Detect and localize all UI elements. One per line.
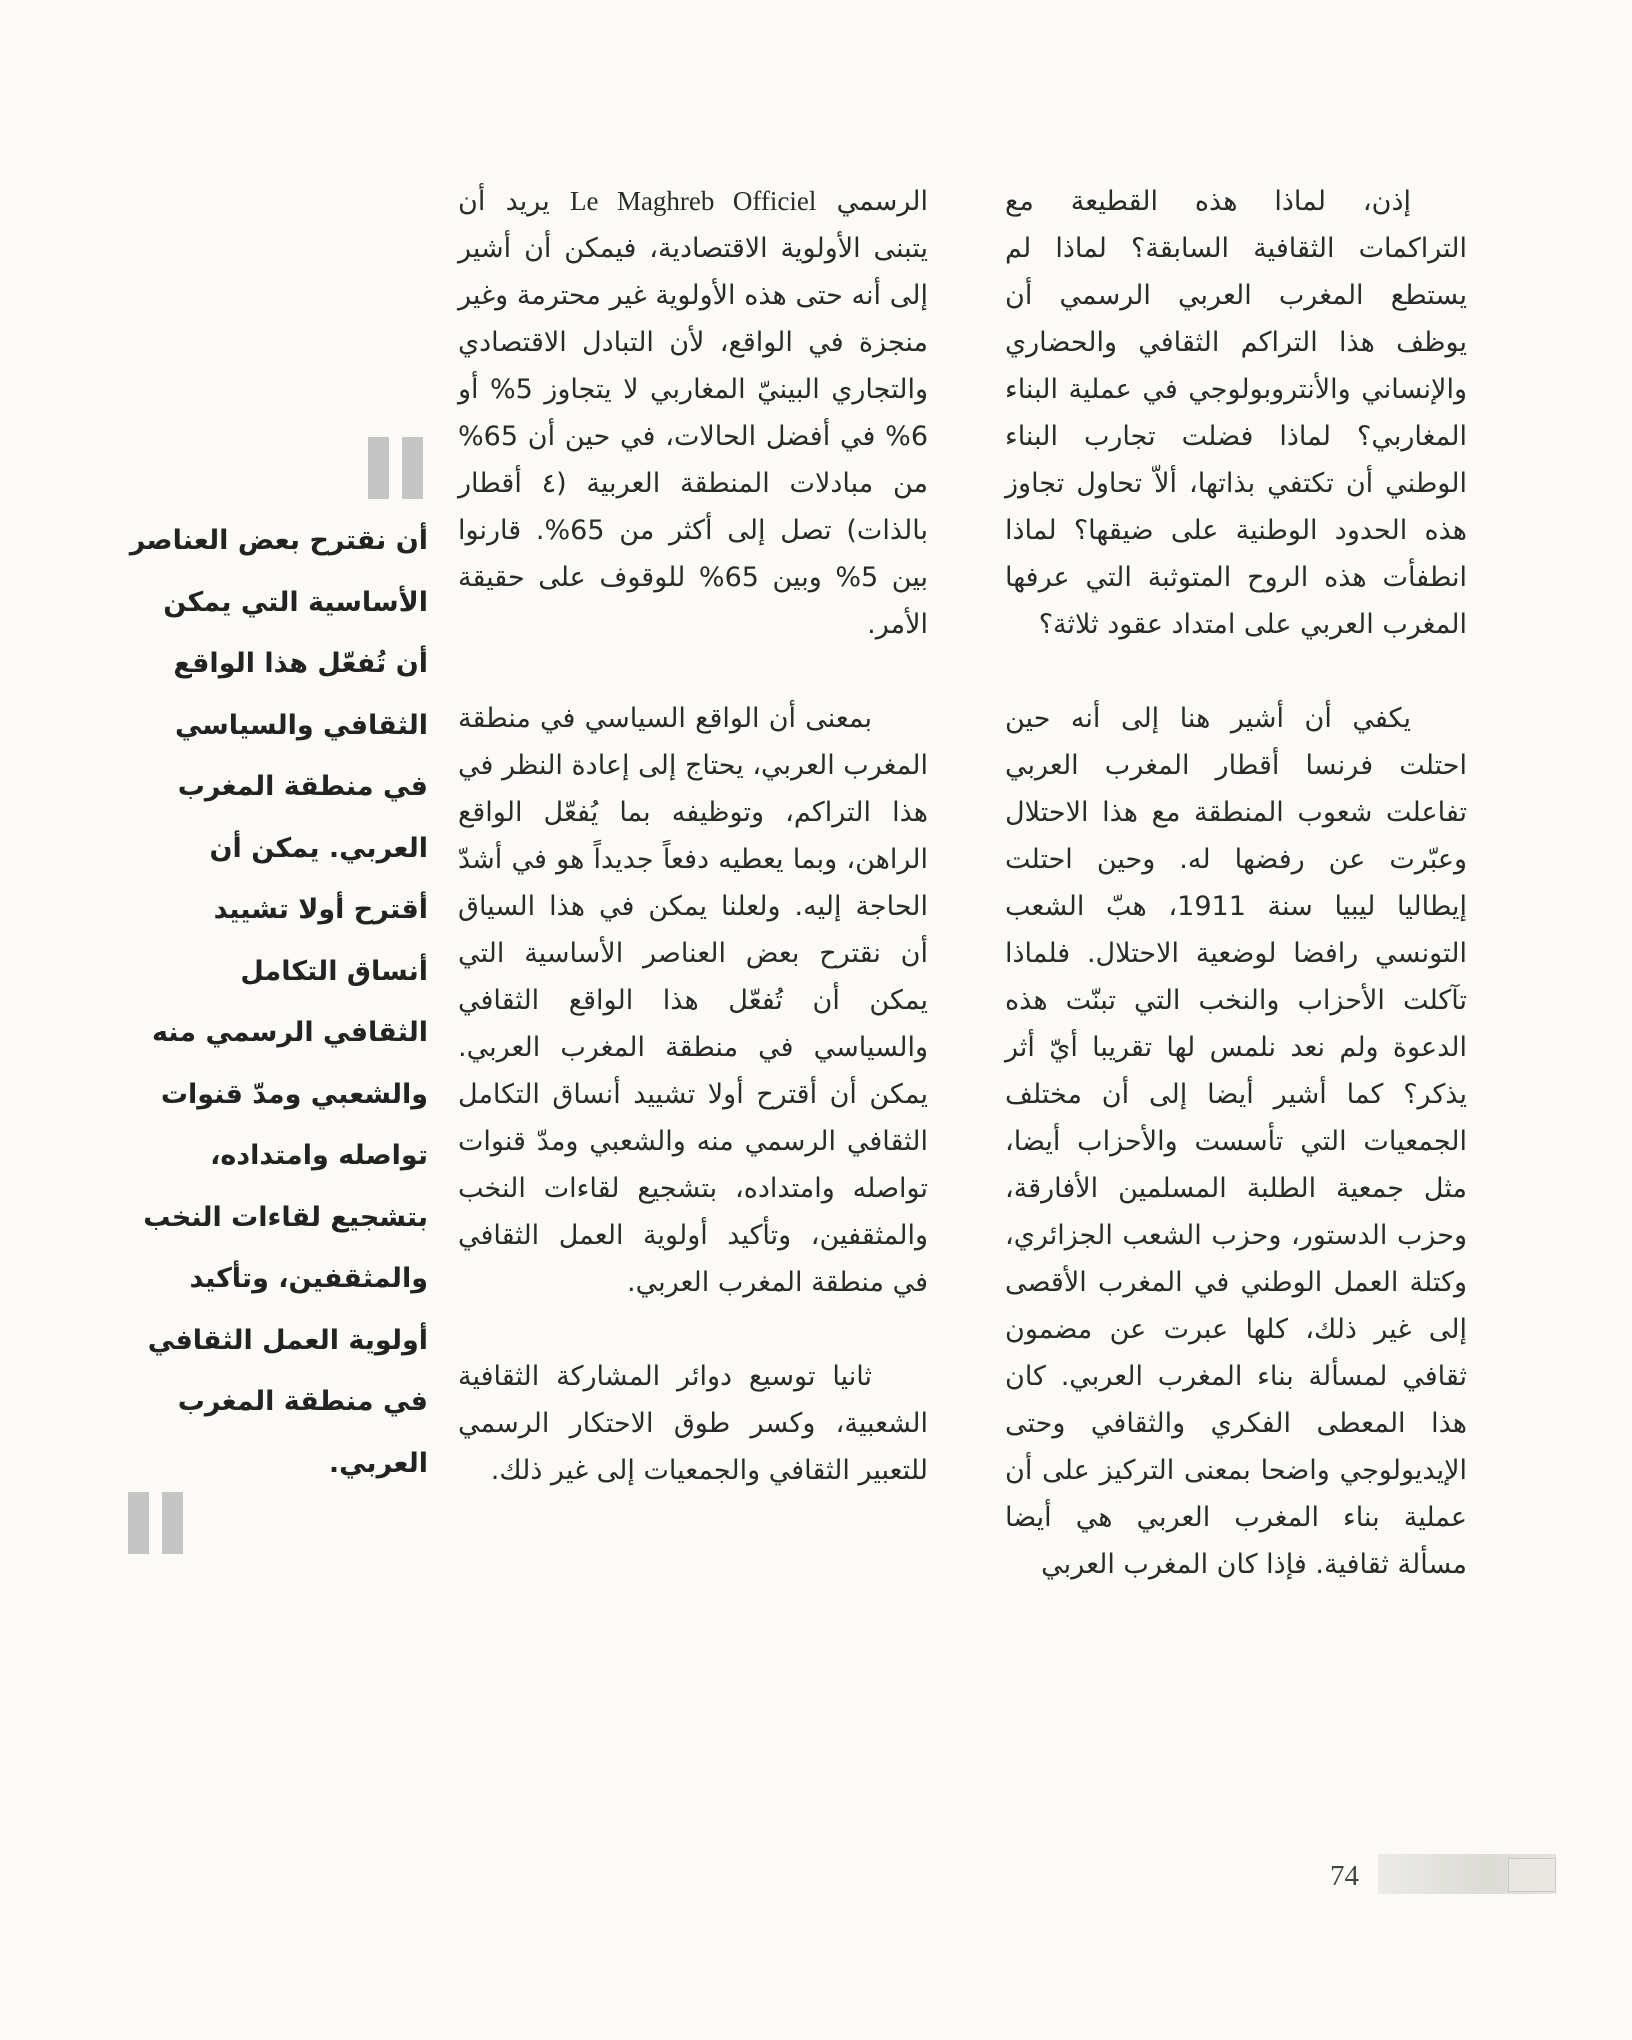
paragraph-text: ثانيا توسيع دوائر المشاركة الثقافية الشعبية، وكسر طوق الاحتكار الرسمي للتعبير الثقافي والجمعيات إلى غير ذلك. xyxy=(458,1361,928,1486)
paragraph-middle-1 xyxy=(458,178,928,648)
paragraph-lead-word: الرسمي xyxy=(836,186,928,217)
paragraph-middle-2 xyxy=(458,695,928,1306)
paragraph-middle-3 xyxy=(458,1353,928,1494)
quote-close-icon xyxy=(128,1492,186,1554)
quote-open-icon xyxy=(368,437,426,499)
latin-term: Le Maghreb Officiel xyxy=(570,186,817,216)
pull-quote: أن نقترح بعض العناصر الأساسية التي يمكن أن تُفعّل هذا الواقع الثقافي والسياسي في منطقة المغرب العربي. يمكن أن أقترح أولا تشييد أنساق التكامل الثقافي الرسمي منه والشعبي ومدّ قنوات تواصله وامتداده، بتشجيع لقاءات النخب والمثقفين، وتأكيد أولوية العمل الثقافي في منطقة المغرب العربي. xyxy=(129,525,428,1479)
text-column-right xyxy=(1005,178,1467,1588)
text-column-middle xyxy=(458,178,928,1494)
paragraph-right-1 xyxy=(1005,178,1467,648)
paragraph-text: إذن، لماذا هذه القطيعة مع التراكمات الثقافية السابقة؟ لماذا لم يستطع المغرب العربي الرسمي أن يوظف هذا التراكم الثقافي والحضاري والإنساني والأنتروبولوجي في عملية البناء المغاربي؟ لماذا فضلت تجارب البناء الوطني أن تكتفي بذاتها، ألاّ تحاول تجاوز هذه الحدود الوطنية على ضيقها؟ لماذا انطفأت هذه الروح المتوثبة التي عرفها المغرب العربي على امتداد عقود ثلاثة؟ xyxy=(1005,186,1467,640)
paragraph-text: يريد أن يتبنى الأولوية الاقتصادية، فيمكن أن أشير إلى أنه حتى هذه الأولوية غير محترمة وغير منجزة في الواقع، لأن التبادل الاقتصادي والتجاري البينيّ المغاربي لا يتجاوز 5% أو 6% في أفضل الحالات، في حين أن 65% من مبادلات المنطقة العربية (٤ أقطار بالذات) تصل إلى أكثر من 65%. قارنوا بين 5% وبين 65% للوقوف على حقيقة الأمر. xyxy=(458,186,929,640)
paragraph-text: يكفي أن أشير هنا إلى أنه حين احتلت فرنسا أقطار المغرب العربي تفاعلت شعوب المنطقة مع هذا الاحتلال وعبّرت عن رفضها له. وحين احتلت إيطاليا ليبيا سنة 1911، هبّ الشعب التونسي رافضا لوضعية الاحتلال. فلماذا تآكلت الأحزاب والنخب التي تبنّت هذه الدعوة ولم نعد نلمس لها تقريبا أيّ أثر يذكر؟ كما أشير أيضا إلى أن مختلف الجمعيات التي تأسست والأحزاب أيضا، مثل جمعية الطلبة المسلمين الأفارقة، وحزب الدستور، وحزب الشعب الجزائري، وكتلة العمل الوطني في المغرب الأقصى إلى غير ذلك، كلها عبرت عن مضمون ثقافي لمسألة بناء المغرب العربي. كان هذا المعطى الفكري والثقافي وحتى الإيديولوجي واضحا بمعنى التركيز على أن عملية بناء المغرب العربي هي أيضا مسألة ثقافية. فإذا كان المغرب العربي xyxy=(1005,703,1467,1580)
magazine-logo-icon xyxy=(1508,1858,1556,1892)
paragraph-text: بمعنى أن الواقع السياسي في منطقة المغرب العربي، يحتاج إلى إعادة النظر في هذا التراكم، وتوظيفه بما يُفعّل الواقع الراهن، وبما يعطيه دفعاً جديداً هو في أشدّ الحاجة إليه. ولعلنا يمكن في هذا السياق أن نقترح بعض العناصر الأساسية التي يمكن أن تُفعّل هذا الواقع الثقافي والسياسي في منطقة المغرب العربي. يمكن أن أقترح أولا تشييد أنساق التكامل الثقافي الرسمي منه والشعبي ومدّ قنوات تواصله وامتداده، بتشجيع لقاءات النخب والمثقفين، وتأكيد أولوية العمل الثقافي في منطقة المغرب العربي. xyxy=(458,703,928,1298)
paragraph-right-2 xyxy=(1005,695,1467,1588)
page-number: 74 xyxy=(1330,1860,1359,1892)
